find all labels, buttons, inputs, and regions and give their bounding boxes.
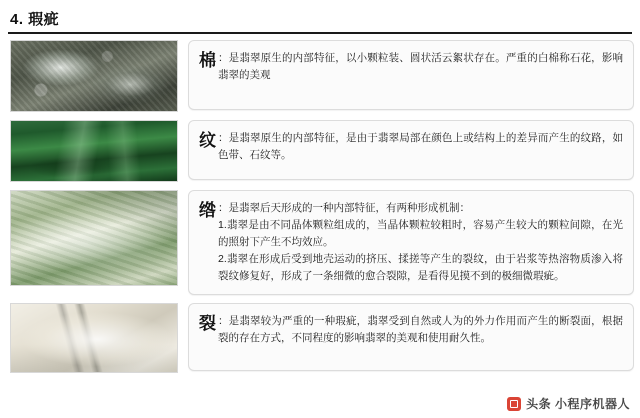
watermark-text: 头条 小程序机器人 — [526, 397, 630, 411]
list-item — [6, 190, 634, 295]
page-right-margin — [635, 0, 640, 418]
photo-texture — [11, 304, 177, 372]
defect-paragraph: 2.翡翠在形成后受到地壳运动的挤压、揉搓等产生的裂纹，由于岩浆等热溶物质渗入将裂纹修复好，形成了一条细微的愈合裂隙，是看得见摸不到的极细微瑕疵。 — [218, 253, 623, 282]
toutiao-logo-icon — [507, 397, 521, 411]
watermark — [507, 395, 630, 412]
defect-card-vein — [188, 120, 634, 180]
defect-description — [218, 50, 623, 84]
page-title: 4. 瑕疵 — [10, 11, 60, 28]
list-item — [6, 40, 634, 112]
fissure-photo — [10, 190, 178, 286]
photo-texture — [11, 191, 177, 285]
defect-term: 绺 — [199, 201, 216, 220]
defect-description — [218, 313, 623, 347]
crack-photo — [10, 303, 178, 373]
defect-term: 棉 — [199, 51, 216, 70]
defect-paragraph: ：是翡翠原生的内部特征，是由于翡翠局部在颜色上或结构上的差异而产生的纹路，如色带、石纹等。 — [218, 132, 623, 161]
list-item — [6, 120, 634, 182]
defect-term: 裂 — [199, 314, 216, 333]
defect-paragraph: ：是翡翠后天形成的一种内部特征，有两种形成机制： — [218, 202, 470, 214]
section-header — [6, 10, 634, 36]
defect-paragraph: ：是翡翠较为严重的一种瑕疵，翡翠受到自然或人为的外力作用而产生的断裂面，根据裂的存在方式，不同程度的影响翡翠的美观和使用耐久性。 — [218, 315, 623, 344]
defect-card-crack — [188, 303, 634, 371]
defect-paragraph: 1.翡翠是由不同晶体颗粒组成的，当晶体颗粒较粗时，容易产生较大的颗粒间隙，在光的照射下产生不均效应。 — [218, 219, 623, 248]
defect-description — [218, 200, 623, 285]
defect-card-fissure — [188, 190, 634, 295]
defect-term: 纹 — [199, 131, 216, 150]
cotton-inclusion-photo — [10, 40, 178, 112]
defect-description — [218, 130, 623, 164]
photo-texture — [11, 121, 177, 181]
defect-paragraph: ：是翡翠原生的内部特征，以小颗粒装、圆状活云絮状存在。严重的白棉称石花，影响翡翠的美观 — [218, 52, 623, 81]
vein-line-photo — [10, 120, 178, 182]
defect-card-cotton — [188, 40, 634, 110]
header-divider — [8, 32, 632, 34]
list-item — [6, 303, 634, 373]
defect-list — [6, 40, 634, 381]
photo-texture — [11, 41, 177, 111]
